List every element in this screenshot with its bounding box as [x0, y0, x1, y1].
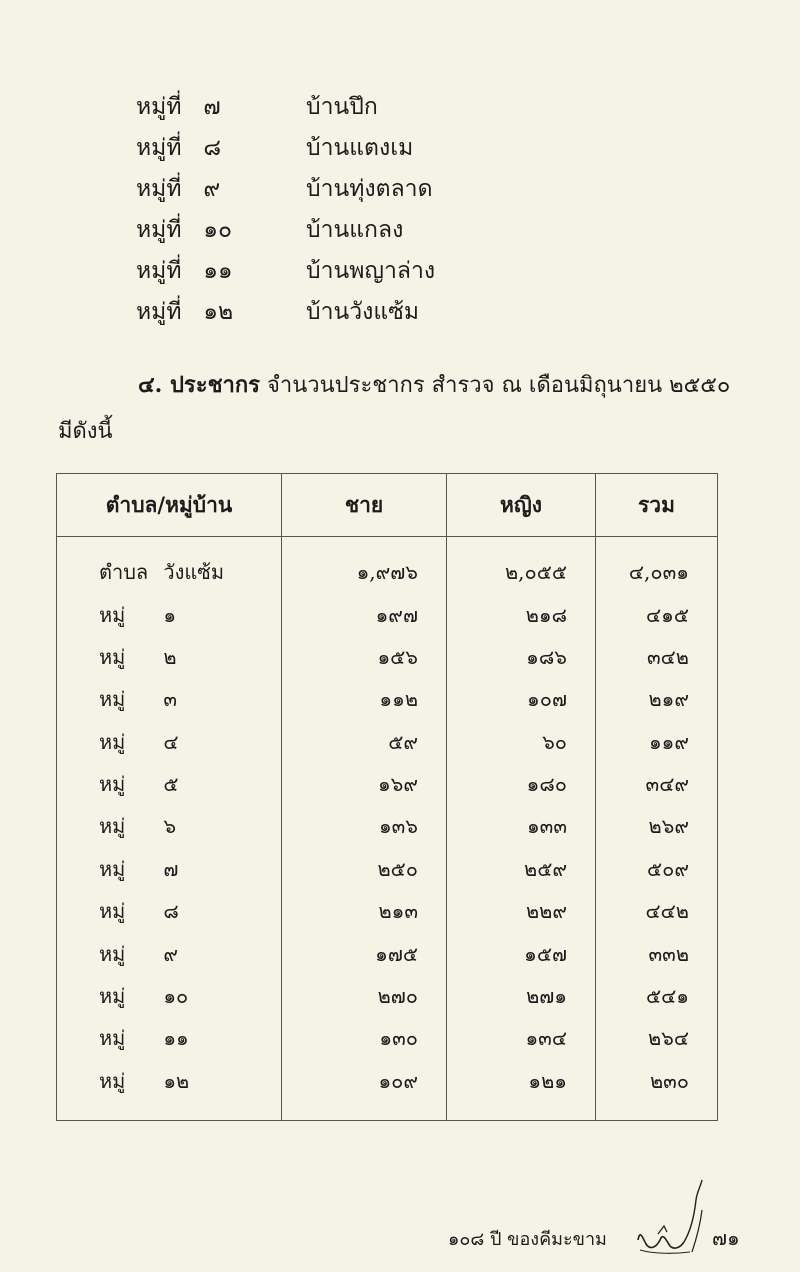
- cell-male: ๑๑๒: [282, 678, 447, 720]
- village-name: บ้านทุ่งตลาด: [306, 175, 433, 202]
- cell-area-number: ๑: [163, 602, 177, 627]
- cell-female: ๑๕๗: [447, 932, 596, 974]
- cell-area-label: หมู่: [99, 772, 126, 797]
- table-row: [57, 721, 718, 763]
- cell-total: ๒๖๔: [596, 1017, 718, 1059]
- cell-total: ๓๔๙: [596, 763, 718, 805]
- table-row: [57, 975, 718, 1017]
- cell-male: ๒๕๐: [282, 848, 447, 890]
- village-number: ๗: [203, 93, 221, 120]
- village-name: บ้านวังแซ้ม: [306, 298, 419, 325]
- cell-area-number: ๗: [163, 856, 179, 881]
- table-row: [57, 1059, 718, 1120]
- village-label: หมู่ที่: [136, 175, 182, 202]
- cell-area: [57, 593, 282, 635]
- cell-total: ๓๔๒: [596, 636, 718, 678]
- village-label: หมู่ที่: [136, 93, 182, 120]
- section-text: จำนวนประชากร สำรวจ ณ เดือนมิถุนายน ๒๕๕๐: [260, 373, 731, 398]
- cell-area-label: หมู่: [99, 941, 126, 966]
- cell-female: ๒,๐๕๕: [447, 537, 596, 594]
- cell-area: [57, 890, 282, 932]
- cell-area: [57, 805, 282, 847]
- village-number: ๑๐: [203, 216, 233, 243]
- cell-area: [57, 975, 282, 1017]
- hand-sketched-emblem-icon: [630, 1170, 708, 1260]
- cell-area: [57, 763, 282, 805]
- village-list-item: [136, 127, 435, 168]
- cell-area-number: ๓: [163, 687, 178, 712]
- cell-area: [57, 1017, 282, 1059]
- cell-female: ๒๑๘: [447, 593, 596, 635]
- cell-male: ๑๖๙: [282, 763, 447, 805]
- cell-male: ๕๙: [282, 721, 447, 763]
- village-number: ๑๒: [203, 298, 234, 325]
- village-number: ๑๑: [203, 257, 233, 284]
- cell-male: ๑๓๖: [282, 805, 447, 847]
- cell-area-label: หมู่: [99, 687, 126, 712]
- cell-female: ๑๘๖: [447, 636, 596, 678]
- header-total: รวม: [596, 474, 718, 537]
- cell-total: ๔๔๒: [596, 890, 718, 932]
- cell-female: ๑๓๓: [447, 805, 596, 847]
- cell-area-label: หมู่: [99, 602, 126, 627]
- cell-area: [57, 636, 282, 678]
- cell-female: ๑๐๗: [447, 678, 596, 720]
- section-text-continued: มีดังนี้: [58, 419, 113, 444]
- village-name: บ้านแตงเม: [306, 134, 414, 161]
- cell-total: ๔,๐๓๑: [596, 537, 718, 594]
- village-number: ๙: [203, 175, 221, 202]
- cell-area: [57, 678, 282, 720]
- cell-male: ๑๗๕: [282, 932, 447, 974]
- village-list-item: [136, 209, 435, 250]
- cell-total: ๑๑๙: [596, 721, 718, 763]
- header-female: หญิง: [447, 474, 596, 537]
- cell-area: [57, 932, 282, 974]
- cell-area-number: ๑๒: [163, 1068, 190, 1093]
- cell-area-number: ๙: [163, 941, 179, 966]
- cell-area-label: หมู่: [99, 814, 126, 839]
- cell-area-label: หมู่: [99, 856, 126, 881]
- village-name: บ้านพญาล่าง: [306, 257, 436, 284]
- cell-female: ๑๓๔: [447, 1017, 596, 1059]
- header-male: ชาย: [282, 474, 447, 537]
- cell-area-number: ๖: [163, 814, 177, 839]
- cell-area-number: ๑๐: [163, 983, 189, 1008]
- cell-male: ๒๗๐: [282, 975, 447, 1017]
- cell-area: [57, 848, 282, 890]
- cell-area-number: ๑๑: [163, 1026, 189, 1051]
- table-header-row: [57, 474, 718, 537]
- table-row: [57, 763, 718, 805]
- page-number: ๗๑: [712, 1226, 740, 1250]
- table-row: [57, 805, 718, 847]
- cell-male: ๑๐๙: [282, 1059, 447, 1120]
- population-table: [56, 473, 718, 1121]
- cell-male: ๑,๙๗๖: [282, 537, 447, 594]
- cell-area-number: ๘: [163, 899, 179, 924]
- table-row: [57, 636, 718, 678]
- cell-female: ๒๕๙: [447, 848, 596, 890]
- cell-total: ๓๓๒: [596, 932, 718, 974]
- cell-female: ๑๘๐: [447, 763, 596, 805]
- cell-male: ๑๓๐: [282, 1017, 447, 1059]
- table-row: [57, 890, 718, 932]
- cell-area-number: ๔: [163, 729, 179, 754]
- cell-area-label: หมู่: [99, 1068, 126, 1093]
- village-list-item: [136, 168, 435, 209]
- table-row-subdistrict: [57, 537, 718, 594]
- table-row: [57, 848, 718, 890]
- cell-female: ๑๒๑: [447, 1059, 596, 1120]
- cell-total: ๒๖๙: [596, 805, 718, 847]
- section-heading: ๔. ประชากร: [138, 372, 260, 398]
- cell-male: ๒๑๓: [282, 890, 447, 932]
- village-label: หมู่ที่: [136, 298, 182, 325]
- cell-area: [57, 721, 282, 763]
- table-row: [57, 1017, 718, 1059]
- cell-area-label: หมู่: [99, 899, 126, 924]
- cell-area-label: หมู่: [99, 729, 126, 754]
- village-list-item: [136, 86, 435, 127]
- table-row: [57, 678, 718, 720]
- cell-area-number: ๕: [163, 772, 179, 797]
- cell-male: ๑๕๖: [282, 636, 447, 678]
- village-list-item: [136, 291, 435, 332]
- header-area: ตำบล/หมู่บ้าน: [57, 474, 282, 537]
- cell-female: ๖๐: [447, 721, 596, 763]
- section-paragraph: [58, 362, 758, 455]
- cell-total: ๕๐๙: [596, 848, 718, 890]
- table-row: [57, 593, 718, 635]
- page-footer: [400, 1218, 760, 1258]
- village-label: หมู่ที่: [136, 216, 182, 243]
- cell-area: [57, 537, 282, 594]
- cell-male: ๑๙๗: [282, 593, 447, 635]
- book-title: ๑๐๘ ปี ของคีมะขาม: [448, 1229, 607, 1250]
- cell-area-label: ตำบล: [99, 560, 149, 585]
- cell-total: ๔๑๕: [596, 593, 718, 635]
- village-label: หมู่ที่: [136, 257, 182, 284]
- village-list: [136, 86, 435, 332]
- village-name: บ้านปึก: [306, 93, 378, 120]
- cell-total: ๒๑๙: [596, 678, 718, 720]
- village-number: ๘: [203, 134, 222, 161]
- cell-total: ๒๓๐: [596, 1059, 718, 1120]
- village-label: หมู่ที่: [136, 134, 182, 161]
- cell-area-label: หมู่: [99, 983, 126, 1008]
- cell-female: ๒๗๑: [447, 975, 596, 1017]
- cell-area-number: ๒: [163, 645, 177, 670]
- table-row: [57, 932, 718, 974]
- cell-area-label: หมู่: [99, 1026, 126, 1051]
- cell-area-number: วังแซ้ม: [163, 560, 225, 585]
- cell-area: [57, 1059, 282, 1120]
- cell-area-label: หมู่: [99, 645, 126, 670]
- village-list-item: [136, 250, 435, 291]
- village-name: บ้านแกลง: [306, 216, 404, 243]
- cell-total: ๕๔๑: [596, 975, 718, 1017]
- cell-female: ๒๒๙: [447, 890, 596, 932]
